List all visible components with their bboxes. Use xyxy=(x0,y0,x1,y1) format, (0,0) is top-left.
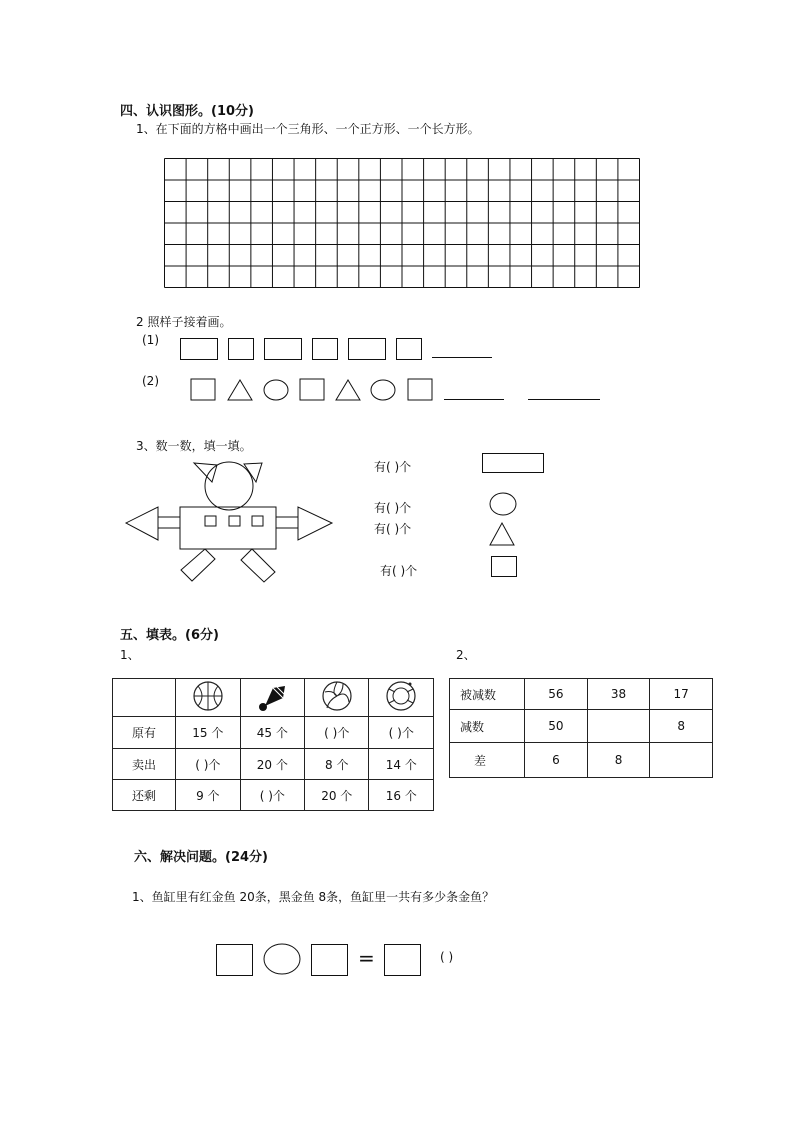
pattern-triangle xyxy=(228,380,252,400)
answer-blank[interactable] xyxy=(432,357,492,358)
count-rectangle-text[interactable]: 有( )个 xyxy=(374,460,412,474)
robot-head xyxy=(205,462,253,510)
answer-blank[interactable] xyxy=(444,399,504,400)
robot-button xyxy=(252,516,263,526)
table1-header-cell xyxy=(305,679,369,717)
robot-body xyxy=(180,507,276,549)
equals-sign: = xyxy=(358,946,375,970)
section4-q1-text: 1、在下面的方格中画出一个三角形、一个正方形、一个长方形。 xyxy=(136,122,480,136)
table1-row-label: 卖出 xyxy=(113,749,176,780)
robot-arm-right xyxy=(276,517,298,528)
pattern-square xyxy=(396,338,422,360)
table1-cell: 20 个 xyxy=(305,780,369,811)
circle-shape-legend xyxy=(489,492,519,518)
pattern-circle xyxy=(264,380,288,400)
robot-button xyxy=(205,516,216,526)
equation-result-box[interactable] xyxy=(384,944,421,976)
table2-row-label: 被减数 xyxy=(450,679,525,710)
swim-ring-icon xyxy=(384,680,418,712)
table1-cell[interactable]: ( )个 xyxy=(369,717,434,749)
table2-cell: 8 xyxy=(587,743,650,778)
count-triangle-text[interactable]: 有( )个 xyxy=(374,522,412,536)
robot-hand-left xyxy=(126,507,158,540)
pattern-circle xyxy=(371,380,395,400)
robot-leg-left xyxy=(181,549,215,581)
section6-q1-text: 1、鱼缸里有红金鱼 20条，黑金鱼 8条，鱼缸里一共有多少条金鱼？ xyxy=(132,890,495,904)
table2-cell: 6 xyxy=(525,743,588,778)
table1-row-label: 还剩 xyxy=(113,780,176,811)
equation-operand-box[interactable] xyxy=(311,944,348,976)
pattern-rectangle xyxy=(348,338,386,360)
table2-cell: 50 xyxy=(525,710,588,743)
section4-q2-text: 2 照样子接着画。 xyxy=(136,315,232,329)
table1-cell: 14 个 xyxy=(369,749,434,780)
pattern-square xyxy=(312,338,338,360)
table1-cell: 45 个 xyxy=(240,717,304,749)
pattern-row2-label: (2) xyxy=(142,374,159,388)
shuttlecock-icon xyxy=(255,680,289,712)
table1-corner xyxy=(113,679,176,717)
robot-figure xyxy=(124,460,344,590)
pattern-square xyxy=(228,338,254,360)
table1-cell: 16 个 xyxy=(369,780,434,811)
table1-number: 1、 xyxy=(120,648,140,662)
robot-arm-left xyxy=(158,517,180,528)
table1-row-label: 原有 xyxy=(113,717,176,749)
table2-row-label: 减数 xyxy=(450,710,525,743)
unit-blank[interactable]: ( ) xyxy=(440,950,454,964)
rectangle-shape-legend xyxy=(482,453,544,473)
table1-cell: 8 个 xyxy=(305,749,369,780)
count-square-text[interactable]: 有( )个 xyxy=(380,564,418,578)
answer-blank[interactable] xyxy=(528,399,600,400)
table2-cell: 38 xyxy=(587,679,650,710)
table1-cell[interactable]: ( )个 xyxy=(240,780,304,811)
table2-row-label: 差 xyxy=(450,743,525,778)
table-subtraction xyxy=(449,678,713,778)
drawing-grid[interactable] xyxy=(164,158,640,288)
pattern-rectangle xyxy=(264,338,302,360)
basketball-icon xyxy=(192,680,224,712)
table1-header-cell xyxy=(176,679,240,717)
equation-operand-box[interactable] xyxy=(216,944,253,976)
equation-operator-circle[interactable] xyxy=(263,943,303,977)
table2-cell: 17 xyxy=(650,679,713,710)
triangle-shape-legend xyxy=(489,521,519,547)
pattern-rectangle xyxy=(180,338,218,360)
table1-cell: 9 个 xyxy=(176,780,240,811)
count-circle-text[interactable]: 有( )个 xyxy=(374,501,412,515)
section4-q3-text: 3、数一数，填一填。 xyxy=(136,439,252,453)
table1-cell[interactable]: ( )个 xyxy=(176,749,240,780)
volleyball-icon xyxy=(321,680,353,712)
table2-cell[interactable] xyxy=(587,710,650,743)
robot-button xyxy=(229,516,240,526)
table2-cell[interactable] xyxy=(650,743,713,778)
robot-leg-right xyxy=(241,549,275,582)
robot-ear-right xyxy=(244,463,262,482)
section4-title: 四、认识图形。(10分) xyxy=(120,104,254,119)
table2-number: 2、 xyxy=(456,648,476,662)
table2-cell: 56 xyxy=(525,679,588,710)
robot-hand-right xyxy=(298,507,332,540)
pattern-square xyxy=(191,379,215,400)
section5-title: 五、填表。(6分) xyxy=(120,628,219,643)
section6-title: 六、解决问题。(24分) xyxy=(134,850,268,865)
pattern-triangle xyxy=(336,380,360,400)
pattern-square xyxy=(300,379,324,400)
table1-cell: 20 个 xyxy=(240,749,304,780)
table1-cell[interactable]: ( )个 xyxy=(305,717,369,749)
pattern-row1-label: (1) xyxy=(142,333,159,347)
table-sports-goods xyxy=(112,678,434,811)
table1-header-cell xyxy=(240,679,304,717)
pattern-square xyxy=(408,379,432,400)
table1-cell: 15 个 xyxy=(176,717,240,749)
table2-cell: 8 xyxy=(650,710,713,743)
square-shape-legend xyxy=(491,556,517,577)
table1-header-cell xyxy=(369,679,434,717)
